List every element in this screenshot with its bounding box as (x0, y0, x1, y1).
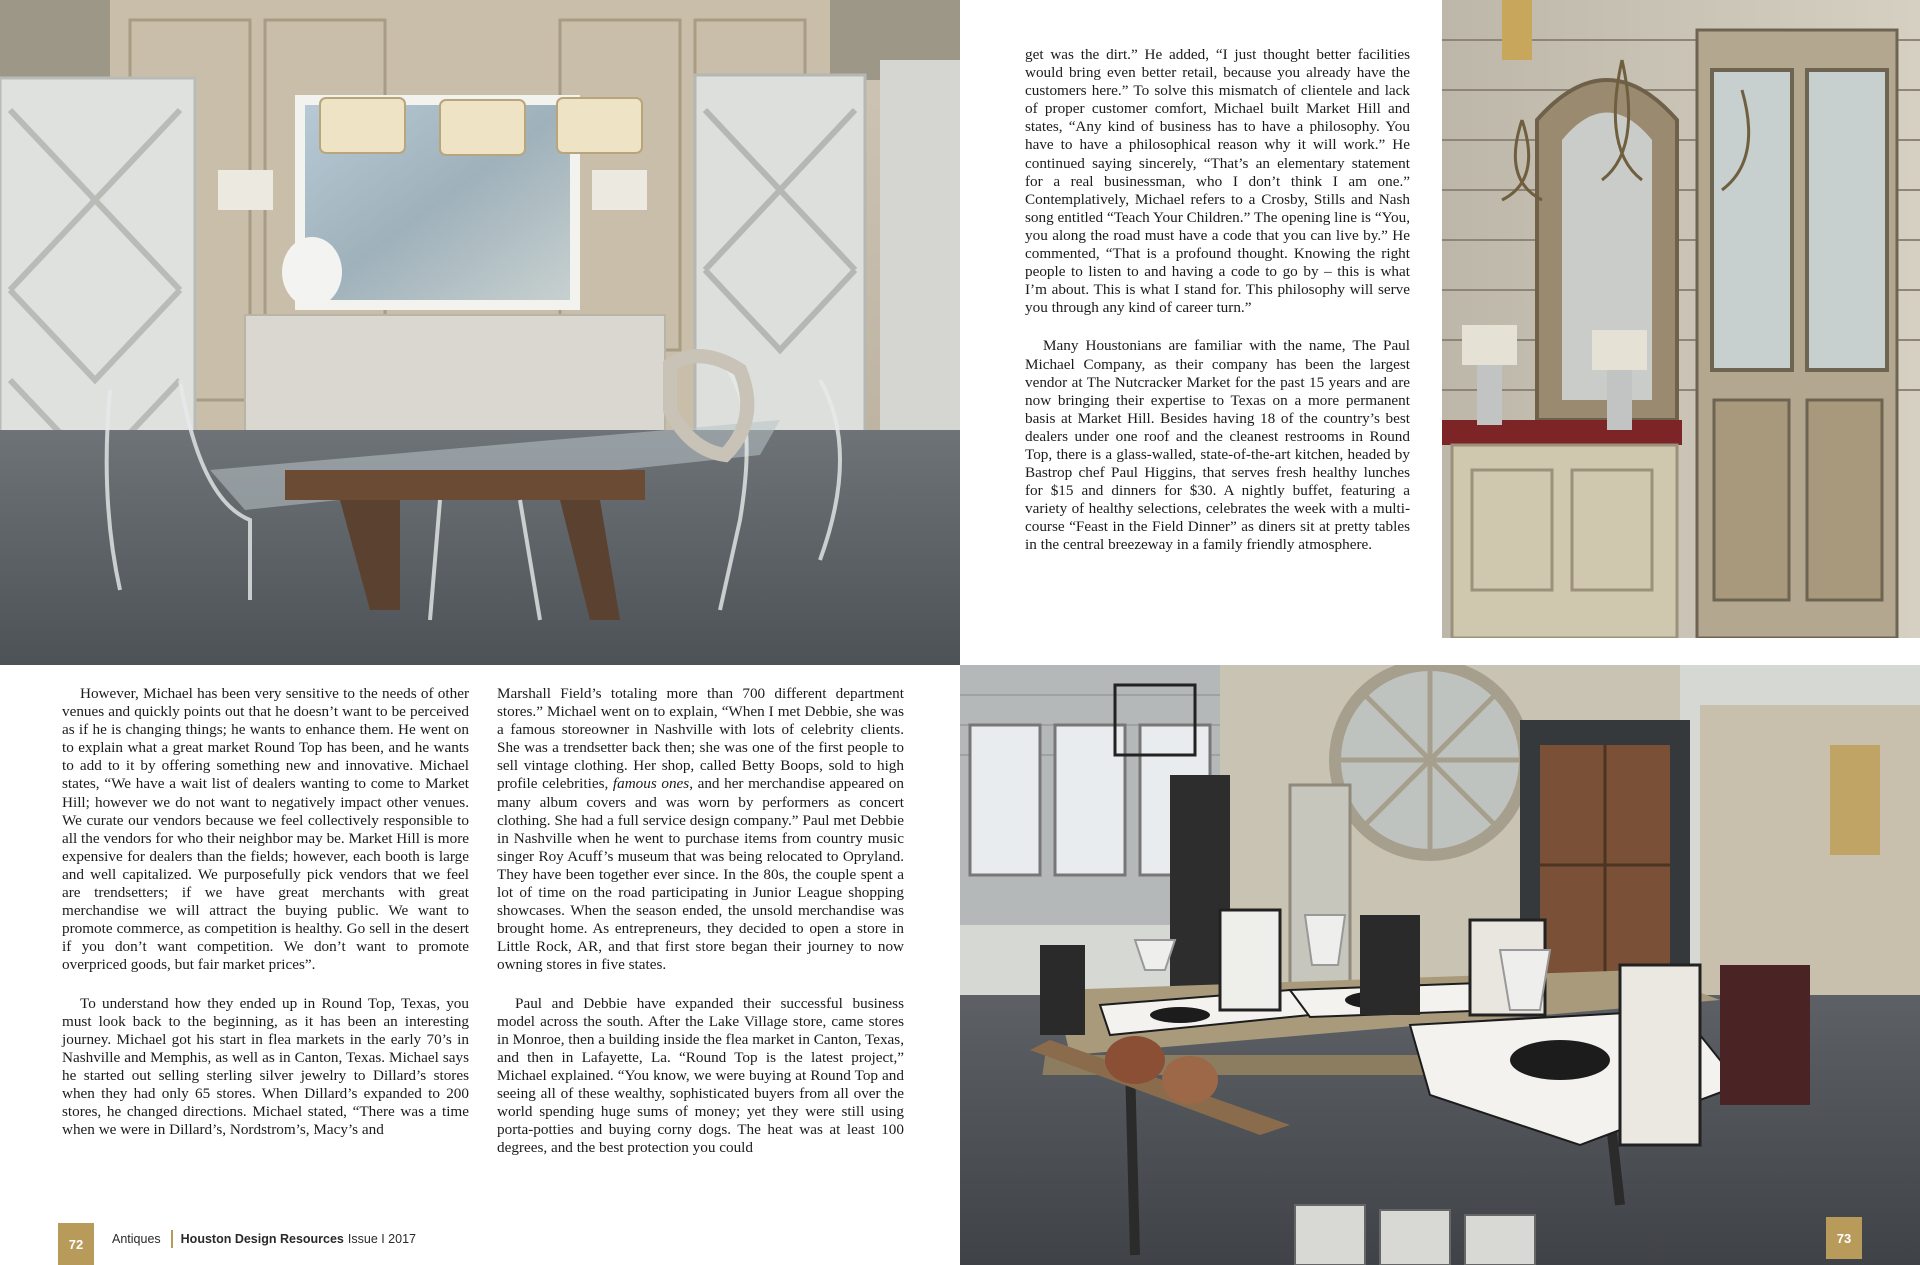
article-column-bottom-left (62, 685, 469, 1139)
italic-text: famous ones (612, 775, 690, 793)
page-number-text: 72 (68, 1236, 84, 1252)
running-footer (112, 1228, 416, 1250)
page-number-text: 73 (1836, 1230, 1852, 1246)
article-column-top-right (1025, 46, 1410, 555)
footer-divider (171, 1230, 173, 1248)
text-run: , and her merchandise appeared on many album covers and was worn by performers as concert clothing. She had a full service design company.” Paul met Debbie in Nashville when he went to purchase items from country music singer Roy Acuff’s museum that was being relocated to Opryland. They have been together ever since. In the 80s, the couple spent a lot of time on the road participating in Junior League shopping showcases. When the season ended, the unsold merchandise was brought home. As entrepreneurs, they decided to open a store in Little Rock, AR, and that first store began their journey to now owning stores in five states. (497, 775, 904, 974)
article-column-bottom-middle (497, 685, 904, 1157)
photo-showroom-glass-table (0, 0, 960, 665)
photo-cowhide-dining-room (960, 665, 1920, 1265)
issue-label: Issue I 2017 (347, 1232, 416, 1246)
paragraph: get was the dirt.” He added, “I just thought better facilities would bring even better retail, because you already have the customers here.” To solve this mismatch of clientele and lack of proper customer comfort, Michael built Market Hill and states, “Any kind of business has to have a philosophy. You have to have a philosophical reason why it will work.” He continued saying sincerely, “That’s an elementary statement for a real businessman, who I don’t think I am one.” Contemplatively, Michael refers to a Crosby, Stills and Nash song entitled “Teach Your Children.” The opening line is “You, you along the road must have a code that you can live by.” He commented, “That is a profound thought. Knowing the right people to listen to and having a code to go by – this is what I’m about. This is what I stand for. This philosophy will serve you through any kind of career turn.” (1025, 46, 1410, 317)
section-label: Antiques (112, 1232, 161, 1246)
paragraph: To understand how they ended up in Round Top, Texas, you must look back to the beginning, as it has been an interesting journey. Michael got his start in flea markets in the early 70’s in Nashville and Memphis, as well as in Canton, Texas. Michael says he started out selling sterling silver jewelry to Dillard’s stores when they had only 65 stores. When Dillard’s expanded to 200 stores, he changed directions. Michael stated, “There was a time when we were in Dillard’s, Nordstrom’s, Macy’s and (62, 994, 469, 1139)
publication-name: Houston Design Resources (180, 1232, 344, 1246)
paragraph: Many Houstonians are familiar with the name, The Paul Michael Company, as their company has been the largest vendor at The Nutcracker Market for the past 15 years and are now bringing their expertise to Texas on a more permanent basis at Market Hill. Besides having 18 of the country’s best dealers under one roof and the cleanest restrooms in Round Top, there is a glass-walled, state-of-the-art kitchen, headed by Bastrop chef Paul Higgins, that serves fresh healthy lunches for $15 and dinners for $30. A nightly buffet, featuring a variety of healthy selections, celebrates the week with a multi-course “Feast in the Field Dinner” as diners sit at pretty tables in the central breezeway in a family friendly atmosphere. (1025, 337, 1410, 554)
page-number-left (58, 1223, 94, 1265)
text-run: Marshall Field’s totaling more than 700 different department stores.” Michael went on to explain, “When I met Debbie, she was a famous storeowner in Nashville with lots of celebrity clients. She was a trendsetter back then; she was one of the first people to sell vintage clothing. Her shop, called Betty Boops, sold to high profile celebrities, (497, 685, 904, 793)
page-number-right (1826, 1217, 1862, 1259)
paragraph: Paul and Debbie have expanded their successful business model across the south. After the Lake Village store, came stores in Monroe, then a building inside the flea market in Canton, Texas, and then in Lafayette, La. “Round Top is the latest project,” Michael explained. “You know, we were buying at Round Top and seeing all of these wealthy, sophisticated buyers from all over the world spending huge sums of money; yet they were still using porta-potties and buying corny dogs. The heat was at least 100 degrees, and the best protection you could (497, 994, 904, 1157)
photo-antique-doors-mirror (1442, 0, 1920, 638)
paragraph (497, 685, 904, 975)
paragraph: However, Michael has been very sensitive to the needs of other venues and quickly points out that he doesn’t want to be perceived as if he is changing things; he wants to enhance them. He went on to explain what a great market Round Top has been, and he wants to add to it by offering something new and innovative. Michael states, “We have a wait list of dealers wanting to come to Market Hill; however we do not want to negatively impact other venues. We curate our vendors because we feel collectively responsible to all the vendors for who their neighbor may be. Market Hill is more expensive for dealers than the fields; however, each booth is large and well capitalized. We purposefully pick vendors that we feel are trendsetters; if we have great merchants with great merchandise we will attract the buying public. We want to promote commerce, as competition is healthy. Go sell in the desert if you don’t want competition. We don’t want to promote overpriced goods, but fair market prices”. (62, 685, 469, 974)
